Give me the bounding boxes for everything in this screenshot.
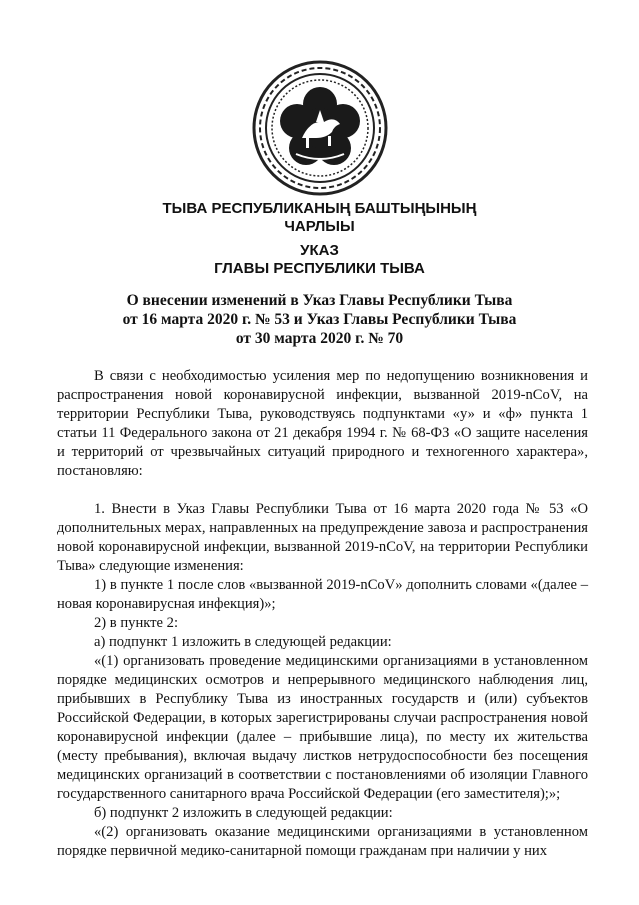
preamble-paragraph: В связи с необходимостью усиления мер по недопущению возникновения и распространения новой коронавирусной инфекции, вызванной 2019-nCoV, на территории Республики Тыва, руководствуясь подпунктами «у» и «ф» пункта 1 статьи 11 Федерального закона от 21 декабря 1994 г. № 68-ФЗ «О защите населения и территорий от чрезвычайных ситуаций природного и техногенного характера», постановляю: [57, 368, 588, 479]
decree-title-line-3: от 30 марта 2020 г. № 70 [235, 330, 404, 347]
document-body [57, 367, 588, 861]
paragraph-gap [57, 481, 588, 500]
item-1-2a-paragraph: а) подпункт 1 изложить в следующей редакции: [94, 634, 392, 650]
decree-title-line-1: О внесении изменений в Указ Главы Республики Тыва [126, 292, 513, 309]
coat-of-arms-emblem [250, 58, 390, 198]
item-1-2-paragraph: 2) в пункте 2: [94, 615, 179, 631]
decree-title-line-2: от 16 марта 2020 г. № 53 и Указ Главы Республики Тыва [122, 311, 517, 328]
russian-title-line-2: ГЛАВЫ РЕСПУБЛИКИ ТЫВА [214, 260, 425, 277]
tuvan-title-line-1: ТЫВА РЕСПУБЛИКАНЫҢ БАШТЫҢЫНЫҢ [162, 200, 477, 217]
item-1-2b-text-paragraph: «(2) организовать оказание медицинскими организациями в установленном порядке первичной медико-санитарной помощи гражданам при наличии у них [57, 824, 588, 859]
item-1-1-paragraph: 1) в пункте 1 после слов «вызванной 2019-nCoV» дополнить словами «(далее – новая коронавирусная инфекция)»; [57, 577, 588, 612]
item-1-2a-text-paragraph: «(1) организовать проведение медицинскими организациями в установленном порядке медицинских осмотров и непрерывного медицинского наблюдения лиц, прибывших в Республику Тыва из иностранных государств и (или) субъектов Российской Федерации, в которых зарегистрированы случаи распространения новой коронавирусной инфекции (далее – прибывшие лица), по месту их жительства (месту пребывания), включая выдачу листков нетрудоспособности без посещения медицинских организаций в соответствии с постановлениями об изоляции Главного государственного санитарного врача Российской Федерации (его заместителя);»; [57, 653, 588, 802]
item-1-paragraph: 1. Внести в Указ Главы Республики Тыва от 16 марта 2020 года № 53 «О дополнительных мерах, направленных на предупреждение завоза и распространения новой коронавирусной инфекции, вызванной 2019-nCoV, на территории Республики Тыва» следующие изменения: [57, 501, 588, 574]
russian-title-line-1: УКАЗ [300, 242, 339, 259]
tuvan-title-line-2: ЧАРЛЫЫ [284, 218, 355, 235]
item-1-2b-paragraph: б) подпункт 2 изложить в следующей редакции: [94, 805, 393, 821]
